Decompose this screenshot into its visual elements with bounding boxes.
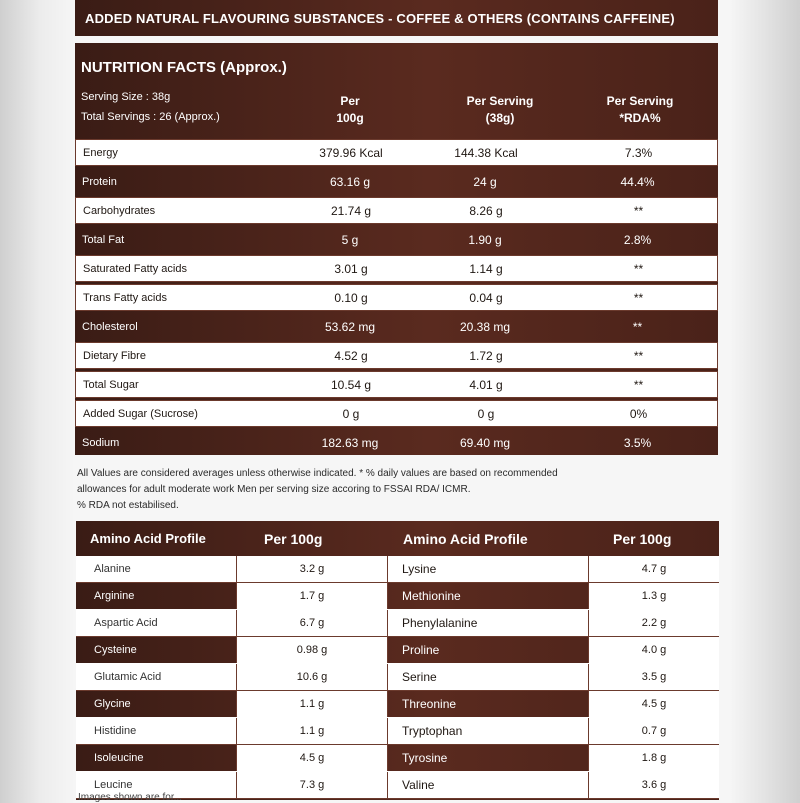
- nutrient-rda: 44.4%: [620, 174, 655, 189]
- amino-name-right: Proline: [402, 643, 440, 657]
- amino-value-right: 2.2 g: [588, 610, 719, 636]
- amino-value-right: 4.7 g: [588, 556, 719, 582]
- column-header-per-serving: [445, 93, 555, 127]
- nutrient-per-serving: 20.38 mg: [459, 319, 511, 334]
- nutrition-footnote: [77, 466, 677, 514]
- amino-name-left: Leucine: [94, 779, 133, 791]
- nutrient-name: Total Fat: [82, 233, 125, 246]
- nutrient-per-serving: 69.40 mg: [459, 435, 511, 450]
- amino-name-left: Cysteine: [94, 644, 137, 656]
- amino-value-right: 3.5 g: [588, 664, 719, 690]
- amino-name-left: Aspartic Acid: [94, 617, 158, 629]
- nutrient-per-100g: 5 g: [341, 232, 359, 247]
- amino-value-right: 0.7 g: [588, 718, 719, 744]
- nutrition-row: [75, 168, 718, 195]
- nutrient-per-serving: 8.26 g: [469, 203, 503, 218]
- amino-header-profile-left: Amino Acid Profile: [90, 531, 206, 546]
- amino-value-left: 1.1 g: [236, 691, 388, 717]
- flavouring-text: ADDED NATURAL FLAVOURING SUBSTANCES - COFFEE & OTHERS (CONTAINS CAFFEINE): [85, 10, 675, 26]
- amino-name-right: Threonine: [402, 697, 457, 711]
- amino-name-left: Isoleucine: [94, 752, 144, 764]
- nutrient-name: Protein: [82, 175, 117, 188]
- amino-value-right: 4.0 g: [588, 637, 719, 663]
- amino-row: [76, 718, 719, 745]
- amino-row: [76, 583, 719, 610]
- amino-header: [76, 521, 719, 556]
- nutrition-row: [75, 342, 718, 369]
- amino-name-right: Tyrosine: [402, 751, 448, 765]
- amino-value-right: 1.8 g: [588, 745, 719, 771]
- amino-table: [76, 556, 719, 799]
- amino-row: [76, 556, 719, 583]
- total-servings: Total Servings : 26 (Approx.): [81, 111, 220, 123]
- amino-value-left: 6.7 g: [236, 610, 388, 636]
- nutrient-rda: **: [633, 203, 644, 218]
- amino-acid-panel: [76, 521, 719, 800]
- nutrient-name: Trans Fatty acids: [83, 291, 167, 304]
- nutrient-per-serving: 1.90 g: [468, 232, 502, 247]
- amino-name-left: Histidine: [94, 725, 137, 737]
- amino-value-left: 1.7 g: [236, 583, 388, 609]
- nutrient-per-serving: 1.14 g: [469, 261, 503, 276]
- amino-value-left: 7.3 g: [236, 772, 388, 798]
- nutrient-per-100g: 379.96 Kcal: [319, 145, 383, 160]
- nutrient-per-serving: 24 g: [473, 174, 497, 189]
- nutrition-table: [75, 139, 718, 458]
- bottom-clipped-text: Images shown are for...: [78, 792, 182, 803]
- nutrition-row: [75, 371, 718, 398]
- nutrient-per-100g: 0 g: [342, 406, 360, 421]
- nutrient-name: Sodium: [82, 436, 120, 449]
- amino-row: [76, 691, 719, 718]
- nutrient-rda: 2.8%: [623, 232, 652, 247]
- nutrition-row: [75, 429, 718, 456]
- nutrient-rda: 7.3%: [624, 145, 653, 160]
- serving-size: Serving Size : 38g: [81, 91, 171, 103]
- amino-row: [76, 664, 719, 691]
- amino-row: [76, 610, 719, 637]
- nutrient-rda: **: [633, 290, 644, 305]
- amino-name-right: Methionine: [402, 589, 461, 603]
- nutrient-rda: **: [633, 261, 644, 276]
- nutrient-per-100g: 63.16 g: [329, 174, 371, 189]
- column-header-rda-line1: Per Serving: [606, 94, 674, 108]
- amino-row: [76, 745, 719, 772]
- flavouring-banner: [75, 0, 718, 36]
- nutrient-name: Saturated Fatty acids: [83, 262, 187, 275]
- amino-name-left: Glutamic Acid: [94, 671, 162, 683]
- column-header-per-100g-line1: Per: [340, 94, 360, 108]
- column-header-rda-line2: *RDA%: [619, 111, 661, 125]
- nutrient-name: Energy: [83, 146, 118, 159]
- nutrient-per-100g: 0.10 g: [334, 290, 368, 305]
- nutrient-per-serving: 144.38 Kcal: [454, 145, 518, 160]
- amino-name-left: Glycine: [94, 698, 131, 710]
- nutrient-name: Total Sugar: [83, 378, 139, 391]
- amino-header-per100-right: Per 100g: [613, 530, 672, 547]
- nutrient-per-100g: 10.54 g: [330, 377, 372, 392]
- footnote-line-2: allowances for adult moderate work Men per serving size accoring to FSSAI RDA/ ICMR.: [77, 484, 471, 495]
- nutrition-facts-panel: [75, 43, 718, 455]
- nutrition-row: [75, 226, 718, 253]
- column-header-per-serving-line2: (38g): [485, 111, 515, 125]
- column-header-per-100g: [295, 93, 405, 127]
- column-header-per-100g-line2: 100g: [336, 111, 364, 125]
- amino-row: [76, 637, 719, 664]
- nutrient-per-100g: 3.01 g: [334, 261, 368, 276]
- nutrient-name: Dietary Fibre: [83, 349, 146, 362]
- amino-value-right: 4.5 g: [588, 691, 719, 717]
- nutrient-rda: 3.5%: [623, 435, 652, 450]
- amino-value-left: 3.2 g: [236, 556, 388, 582]
- amino-value-left: 10.6 g: [236, 664, 388, 690]
- amino-name-left: Arginine: [94, 590, 135, 602]
- nutrient-rda: **: [633, 348, 644, 363]
- amino-value-left: 4.5 g: [236, 745, 388, 771]
- nutrient-rda: **: [633, 377, 644, 392]
- nutrient-per-100g: 21.74 g: [330, 203, 372, 218]
- nutrient-per-100g: 4.52 g: [334, 348, 368, 363]
- nutrition-header: [75, 43, 718, 138]
- nutrient-per-100g: 53.62 mg: [324, 319, 376, 334]
- amino-name-right: Tryptophan: [402, 724, 463, 738]
- column-header-rda: [585, 93, 695, 127]
- nutrient-per-serving: 0.04 g: [469, 290, 503, 305]
- amino-name-left: Alanine: [94, 563, 131, 575]
- nutrition-row: [75, 400, 718, 427]
- amino-name-right: Valine: [402, 778, 435, 792]
- nutrition-title: NUTRITION FACTS (Approx.): [81, 59, 287, 76]
- nutrient-name: Added Sugar (Sucrose): [83, 407, 198, 420]
- amino-value-left: 0.98 g: [236, 637, 388, 663]
- amino-value-right: 3.6 g: [588, 772, 719, 798]
- amino-value-left: 1.1 g: [236, 718, 388, 744]
- nutrition-row: [75, 313, 718, 340]
- amino-value-right: 1.3 g: [588, 583, 719, 609]
- nutrient-per-serving: 0 g: [477, 406, 495, 421]
- nutrient-per-serving: 4.01 g: [469, 377, 503, 392]
- amino-name-right: Serine: [402, 670, 437, 684]
- nutrition-row: [75, 139, 718, 166]
- nutrition-row: [75, 284, 718, 311]
- nutrition-row: [75, 255, 718, 282]
- nutrient-rda: 0%: [629, 406, 648, 421]
- amino-header-profile-right: Amino Acid Profile: [403, 530, 528, 547]
- nutrient-per-100g: 182.63 mg: [321, 435, 379, 450]
- footnote-line-1: All Values are considered averages unless otherwise indicated. * % daily values are based on recommended: [77, 468, 558, 479]
- column-header-per-serving-line1: Per Serving: [466, 94, 534, 108]
- nutrient-rda: **: [632, 319, 643, 334]
- nutrition-row: [75, 197, 718, 224]
- nutrient-name: Cholesterol: [82, 320, 138, 333]
- nutrient-per-serving: 1.72 g: [469, 348, 503, 363]
- amino-header-per100-left: Per 100g: [264, 530, 323, 547]
- amino-name-right: Phenylalanine: [402, 616, 478, 630]
- amino-name-right: Lysine: [402, 562, 437, 576]
- nutrient-name: Carbohydrates: [83, 204, 156, 217]
- footnote-line-3: % RDA not estabilised.: [77, 500, 179, 511]
